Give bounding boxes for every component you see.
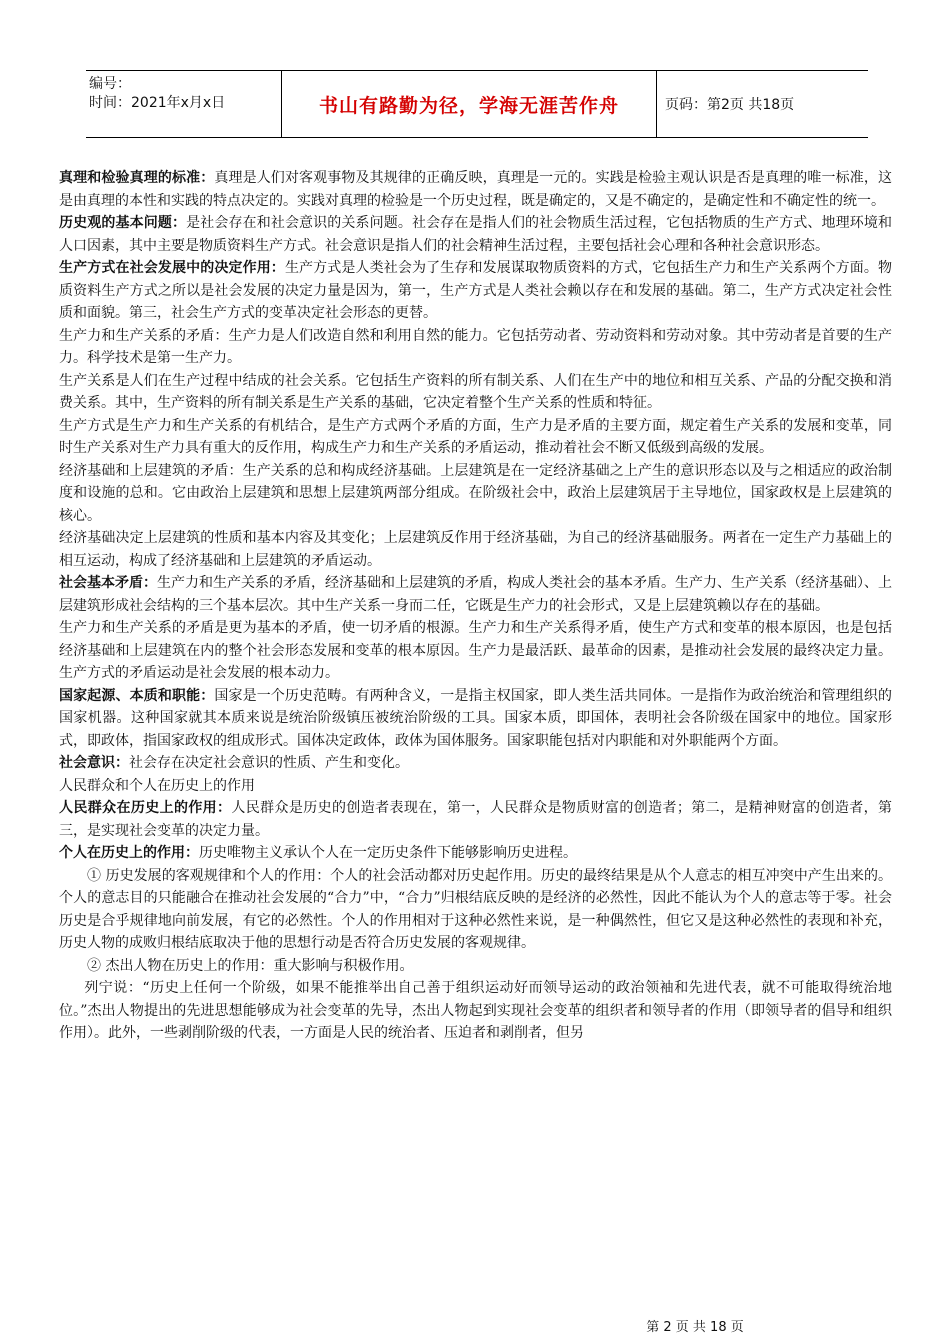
paragraph-title: 个人在历史上的作用：: [59, 845, 199, 861]
paragraph-text: 生产力和生产关系的矛盾，经济基础和上层建筑的矛盾，构成人类社会的基本矛盾。生产力、生产关系（经济基础）、上层建筑形成社会结构的三个基本层次。其中生产关系一身而二任，它既是生产力的社会形式，又是上层建筑赖以存在的基础。: [59, 575, 892, 614]
paragraph-title: 历史观的基本问题：: [59, 215, 187, 231]
header-page-label: 页码：第2页 共18页: [665, 97, 795, 113]
page-header: [86, 70, 868, 138]
indented-paragraph: 列宁说：“历史上任何一个阶级，如果不能推举出自己善于组织运动好而领导运动的政治领袖和先进代表，就不可能取得统治地位。”杰出人物提出的先进思想能够成为社会变革的先导，杰出人物起到实现社会变革的组织者和领导者的作用（即领导者的倡导和组织作用）。此外，一些剥削阶级的代表，一方面是人民的统治者、压迫者和剥削者，但另: [59, 980, 892, 1041]
number-label: 编号：: [89, 76, 131, 92]
paragraph-title: 社会意识：: [59, 755, 129, 771]
indented-paragraph: ① 历史发展的客观规律和个人的作用：个人的社会活动都对历史起作用。历史的最终结果是从个人意志的相互冲突中产生出来的。个人的意志目的只能融合在推动社会发展的“合力”中，“合力”归根结底反映的是经济的必然性，因此不能认为个人的意志等于零。社会历史是合乎规律地向前发展，有它的必然性。个人的作用相对于这种必然性来说，是一种偶然性，但它又是这种必然性的表现和补充，历史人物的成败归根结底取决于他的思想行动是否符合历史发展的客观规律。: [59, 867, 892, 951]
paragraph-title: 国家起源、本质和职能：: [59, 687, 215, 704]
paragraph-text: 经济基础和上层建筑的矛盾：生产关系的总和构成经济基础。上层建筑是在一定经济基础之上产生的意识形态以及与之相适应的政治制度和设施的总和。它由政治上层建筑和思想上层建筑两部分组成。在阶级社会中，政治上层建筑居于主导地位，国家政权是上层建筑的核心。: [59, 462, 892, 524]
paragraph: [59, 460, 892, 528]
paragraph-text: 真理是人们对客观事物及其规律的正确反映，真理是一元的。实践是检验主观认识是否是真理的唯一标准，这是由真理的本性和实践的特点决定的。实践对真理的检验是一个历史过程，既是确定的，又是不确定的，是确定性和不确定性的统一。: [59, 170, 892, 209]
paragraph-text: 生产力和生产关系的矛盾：生产力是人们改造自然和利用自然的能力。它包括劳动者、劳动资料和劳动对象。其中劳动者是首要的生产力。科学技术是第一生产力。: [59, 327, 892, 366]
document-body: [59, 167, 892, 1045]
paragraph-title: 人民群众在历史上的作用：: [59, 800, 232, 816]
paragraph: [59, 370, 892, 415]
footer-page-number: 第 2 页 共 18 页: [646, 1320, 744, 1335]
paragraph-title: 社会基本矛盾：: [59, 575, 157, 591]
paragraph-text: 历史唯物主义承认个人在一定历史条件下能够影响历史进程。: [199, 845, 577, 861]
paragraph-title: 生产方式在社会发展中的决定作用：: [59, 260, 285, 276]
paragraph: [59, 617, 892, 685]
header-motto: 书山有路勤为径，学海无涯苦作舟: [282, 71, 657, 137]
page-footer: [0, 1316, 950, 1335]
paragraph: [59, 415, 892, 460]
paragraph: [59, 212, 892, 257]
paragraph-text: 社会存在决定社会意识的性质、产生和变化。: [129, 755, 409, 771]
paragraph-text: 人民群众是历史的创造者表现在，第一，人民群众是物质财富的创造者；第二，是精神财富的创造者，第三，是实现社会变革的决定力量。: [59, 800, 892, 839]
paragraph-text: 生产方式是人类社会为了生存和发展谋取物质资料的方式，它包括生产力和生产关系两个方面。物质资料生产方式之所以是社会发展的决定力量是因为，第一，生产方式是人类社会赖以存在和发展的基础。第二，生产方式决定社会性质和面貌。第三，社会生产方式的变革决定社会形态的更替。: [59, 260, 893, 321]
paragraph-text: 生产方式是生产力和生产关系的有机结合，是生产方式两个矛盾的方面，生产力是矛盾的主要方面，规定着生产关系的发展和变革，同时生产关系对生产力具有重大的反作用，构成生产力和生产关系的矛盾运动，推动着社会不断又低级到高级的发展。: [59, 417, 892, 456]
paragraph: [59, 527, 892, 572]
paragraph: [59, 685, 892, 753]
paragraph-title: 真理和检验真理的标准：: [59, 170, 215, 186]
paragraph-text: 经济基础决定上层建筑的性质和基本内容及其变化；上层建筑反作用于经济基础，为自己的经济基础服务。两者在一定生产力基础上的相互运动，构成了经济基础和上层建筑的矛盾运动。: [59, 530, 892, 569]
time-label: 时间：2021年x月x日: [89, 95, 226, 111]
paragraph: [59, 167, 892, 212]
paragraph: [59, 752, 892, 775]
paragraph-text: 生产力和生产关系的矛盾是更为基本的矛盾，使一切矛盾的根源。生产力和生产关系得矛盾，使生产方式和变革的根本原因，也是包括经济基础和上层建筑在内的整个社会形态发展和变革的根本原因。生产力是最活跃、最革命的因素，是推动社会发展的最终决定力量。生产方式的矛盾运动是社会发展的根本动力。: [59, 620, 892, 681]
header-meta: [86, 71, 282, 137]
paragraph: [59, 572, 892, 617]
paragraph-text: 人民群众和个人在历史上的作用: [59, 777, 255, 794]
paragraph: [59, 842, 892, 865]
paragraph: [59, 325, 892, 370]
paragraph: [59, 797, 892, 842]
indented-paragraph: ② 杰出人物在历史上的作用：重大影响与积极作用。: [87, 957, 414, 974]
paragraph-text: 国家是一个历史范畴。有两种含义，一是指主权国家，即人类生活共同体。一是指作为政治统治和管理组织的国家机器。这种国家就其本质来说是统治阶级镇压被统治阶级的工具。国家本质，即国体，表明社会各阶级在国家中的地位。国家形式，即政体，指国家政权的组成形式。国体决定政体，政体为国体服务。国家职能包括对内职能和对外职能两个方面。: [59, 687, 892, 749]
paragraph: [59, 775, 892, 798]
paragraph-text: 生产关系是人们在生产过程中结成的社会关系。它包括生产资料的所有制关系、人们在生产中的地位和相互关系、产品的分配交换和消费关系。其中，生产资料的所有制关系是生产关系的基础，它决定着整个生产关系的性质和特征。: [59, 372, 892, 411]
paragraph-text: 是社会存在和社会意识的关系问题。社会存在是指人们的社会物质生活过程，它包括物质的生产方式、地理环境和人口因素，其中主要是物质资料生产方式。社会意识是指人们的社会精神生活过程，主要包括社会心理和各种社会意识形态。: [59, 215, 893, 254]
paragraph: [59, 257, 892, 325]
